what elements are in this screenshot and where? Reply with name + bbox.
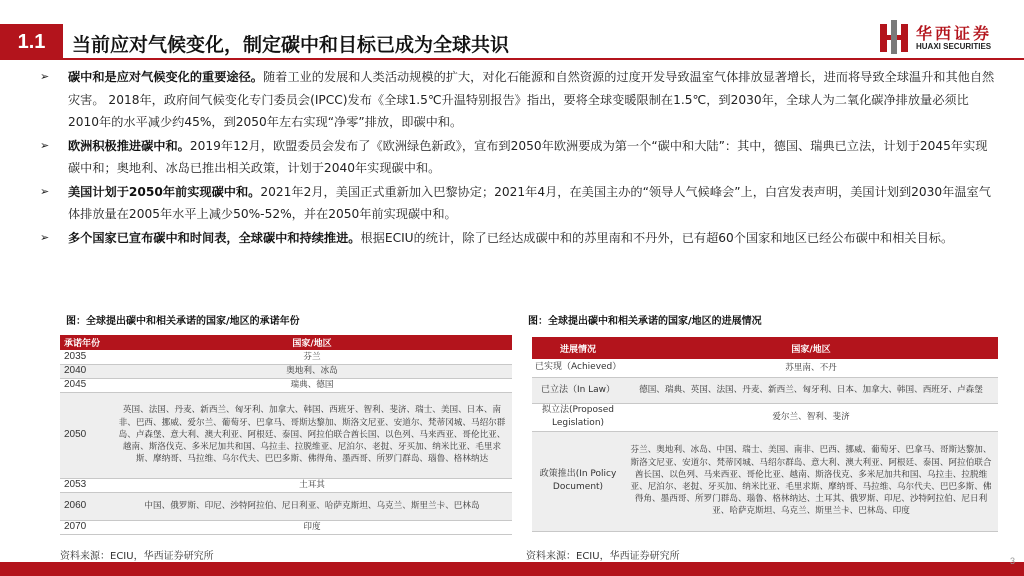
bullet-item: [36, 227, 996, 250]
country-cell: 芬兰、奥地利、冰岛、中国、瑞士、美国、南非、巴西、挪威、葡萄牙、巴拿马、哥斯达黎加、斯洛文尼亚、安道尔、梵蒂冈城、马绍尔群岛、意大利、澳大利亚、阿根廷、泰国、阿拉伯联合酋长国、以色列、马来西亚、哥伦比亚、越南、斯洛伐克、多米尼加共和国、乌拉圭、拉脱维亚、尼泊尔、老挝、牙买加、纳米比亚、毛里求斯、摩纳哥、马拉维、乌尔代夫、巴巴多斯、佛得角、墨西哥、所罗门群岛、瑙鲁、格林纳达、土耳其、俄罗斯、印尼、沙特阿拉伯、尼日利亚、哈萨克斯坦、乌克兰、斯里兰卡、巴林岛、印度: [624, 431, 998, 531]
header-divider: [63, 58, 1024, 60]
bullet-lead: 美国计划于2050年前实现碳中和。: [68, 184, 261, 199]
logo-chinese-name: 华西证券: [916, 24, 993, 43]
column-header-country: 国家/地区: [624, 337, 998, 359]
page-number: 3: [1010, 556, 1016, 566]
country-cell: 爱尔兰、智利、斐济: [624, 403, 998, 431]
year-cell: 2050: [60, 392, 112, 478]
table-row: [60, 392, 512, 478]
table-row: [532, 359, 998, 377]
year-cell: 2053: [60, 478, 112, 492]
country-cell: 奥地利、冰岛: [112, 364, 512, 378]
country-cell: 芬兰: [112, 350, 512, 364]
column-header-year: 承诺年份: [60, 335, 112, 350]
status-cell: 已实现（Achieved）: [532, 359, 624, 377]
progress-status-table: [532, 337, 998, 532]
table-row: [532, 403, 998, 431]
country-cell: 土耳其: [112, 478, 512, 492]
country-cell: 中国、俄罗斯、印尼、沙特阿拉伯、尼日利亚、哈萨克斯坦、乌克兰、斯里兰卡、巴林岛: [112, 492, 512, 520]
table-row: [60, 364, 512, 378]
table-header-row: [60, 335, 512, 350]
page-title: 当前应对气候变化，制定碳中和目标已成为全球共识: [72, 34, 510, 56]
bullet-list: [36, 66, 996, 250]
right-figure-title: 图：全球提出碳中和相关承诺的国家/地区的进展情况: [528, 316, 762, 327]
bullet-item: [36, 66, 996, 134]
header: [0, 0, 1024, 62]
table-row: [60, 350, 512, 364]
country-cell: 英国、法国、丹麦、新西兰、匈牙利、加拿大、韩国、西班牙、智利、斐济、瑞士、美国、日本、南非、巴西、挪威、爱尔兰、葡萄牙、巴拿马、哥斯达黎加、斯洛文尼亚、安道尔、梵蒂冈城、马绍尔群岛、卢森堡、意大利、澳大利亚、阿根廷、泰国、阿拉伯联合酋长国、以色列、马来西亚、哥伦比亚、越南、斯洛伐克、多米尼加共和国、乌拉圭、拉脱维亚、尼泊尔、老挝、牙买加、纳米比亚、毛里求斯、摩纳哥、马拉维、乌尔代夫、巴巴多斯、佛得角、墨西哥、所罗门群岛、瑙鲁、格林纳达: [112, 392, 512, 478]
country-cell: 德国、瑞典、英国、法国、丹麦、新西兰、匈牙利、日本、加拿大、韩国、西班牙、卢森堡: [624, 377, 998, 403]
bullet-lead: 欧洲积极推进碳中和。: [68, 138, 190, 153]
bullet-lead: 多个国家已宣布碳中和时间表，全球碳中和持续推进。: [68, 230, 361, 245]
left-figure-title: 图：全球提出碳中和相关承诺的国家/地区的承诺年份: [66, 316, 300, 327]
table-header-row: [532, 337, 998, 359]
bullet-item: [36, 181, 996, 226]
country-cell: 瑞典、德国: [112, 378, 512, 392]
huaxi-logo-icon: [878, 20, 910, 54]
bullet-lead: 碳中和是应对气候变化的重要途径。: [68, 70, 263, 84]
column-header-country: 国家/地区: [112, 335, 512, 350]
year-cell: 2040: [60, 364, 112, 378]
column-header-status: 进展情况: [532, 337, 624, 359]
arrow-bullet-icon: ➢: [40, 70, 50, 83]
company-logo: [878, 20, 1018, 54]
table-row: [532, 377, 998, 403]
bullet-text: 2021年2月，美国正式重新加入巴黎协定；2021年4月，在美国主办的“领导人气候峰会”上，白宫发表声明，美国计划到2030年温室气体排放量在2005年水平上减少50%-52%，并在2050年前实现碳中和。: [68, 184, 991, 221]
commitment-year-table: [60, 335, 512, 535]
table-row: [532, 431, 998, 531]
bullet-text: 随着工业的发展和人类活动规模的扩大，对化石能源和自然资源的过度开发导致温室气体排放显著增长，进而将导致全球温升和其他自然灾害。 2018年，政府间气候变化专门委员会(IPCC)发布《全球1.5℃升温特别报告》指出，要将全球变暖限制在1.5℃，到2030年，全球人为二氧化碳净排放量必须比2010年的水平减少约45%，到2050年左右实现“净零”排放，即碳中和。: [68, 70, 995, 129]
logo-english-name: HUAXI SECURITIES: [916, 42, 992, 51]
table-row: [60, 478, 512, 492]
bullet-text: 根据ECIU的统计，除了已经达成碳中和的苏里南和不丹外，已有超60个国家和地区已经公布碳中和相关目标。: [360, 230, 954, 245]
section-number: 1.1: [0, 24, 63, 60]
bullet-item: [36, 135, 996, 180]
arrow-bullet-icon: ➢: [40, 230, 50, 244]
footer-bar: [0, 562, 1024, 576]
country-cell: 印度: [112, 520, 512, 534]
table-row: [60, 520, 512, 534]
year-cell: 2070: [60, 520, 112, 534]
country-cell: 苏里南、不丹: [624, 359, 998, 377]
table-row: [60, 492, 512, 520]
left-figure-source: 资料来源：ECIU，华西证券研究所: [60, 551, 214, 562]
arrow-bullet-icon: ➢: [40, 184, 50, 198]
bullet-text: 2019年12月，欧盟委员会发布了《欧洲绿色新政》，宣布到2050年欧洲要成为第一个“碳中和大陆”：其中，德国、瑞典已立法，计划于2045年实现碳中和；奥地利、冰岛已推出相关政策，计划于2040年实现碳中和。: [68, 138, 988, 175]
year-cell: 2060: [60, 492, 112, 520]
year-cell: 2035: [60, 350, 112, 364]
status-cell: 已立法（In Law）: [532, 377, 624, 403]
right-figure-source: 资料来源：ECIU，华西证券研究所: [526, 551, 680, 562]
arrow-bullet-icon: ➢: [40, 138, 50, 152]
status-cell: 拟立法(Proposed Legislation): [532, 403, 624, 431]
status-cell: 政策推出(In Policy Document): [532, 431, 624, 531]
year-cell: 2045: [60, 378, 112, 392]
table-row: [60, 378, 512, 392]
